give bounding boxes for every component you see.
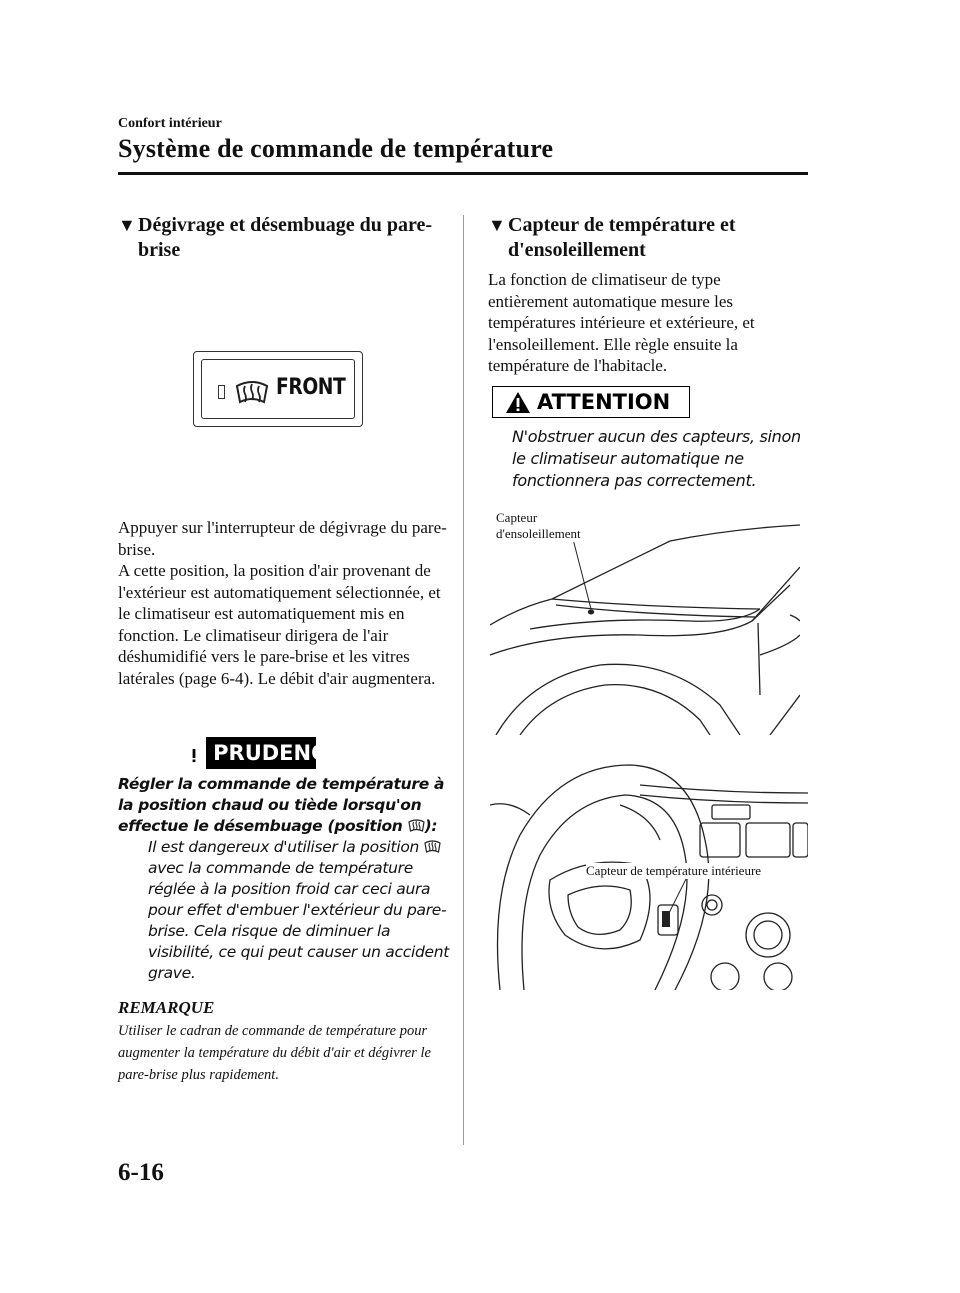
defrost-heading-text: Dégivrage et désembuage du pare-brise [138,214,433,261]
sensor-paragraph: La fonction de climatiseur de type entièrement automatique mesure les températures intérieure et extérieure, et l'ensoleillement. Elle règle ensuite la température de l'habitacle. [488,270,755,375]
attention-label: ATTENTION [537,390,671,414]
title-rule [118,172,808,175]
sensor-heading [488,213,808,263]
note-heading: REMARQUE [118,998,215,1017]
triangle-marker-icon: ▼ [118,215,136,235]
attention-banner [492,386,690,418]
cabin-temperature-sensor-label: Capteur de température intérieure [586,863,762,878]
caution-text: Régler la commande de température à la position chaud ou tiède lorsqu'on effectue le désembuage (position ): Il est dangereux d'utiliser la position avec la commande de température réglée à la position froid car ceci aura pour effet d'embuer l'extérieur du pare-brise. Cela risque de diminuer la visibilité, ce qui peut causer un accident grave. [118,775,450,982]
attention-text: N'obstruer aucun des capteurs, sinon le climatiseur automatique ne fonctionnera pas correctement. [512,427,801,490]
sunlight-sensor-label: Capteur d'ensoleillement [496,510,581,541]
defrost-heading [118,213,448,263]
caution-label: PRUDENCE [213,741,341,765]
inline-defrost-icon [408,818,425,832]
front-label: FRONT [276,375,346,400]
right-column [488,213,808,263]
triangle-marker-icon: ▼ [488,215,506,235]
column-divider [463,215,464,1145]
page-title: Système de commande de température [118,134,554,163]
indicator-light-icon [218,385,225,399]
sensor-heading-text: Capteur de température et d'ensoleillement [508,214,736,261]
warning-triangle-icon [505,391,531,414]
section-label: Confort intérieur [118,116,222,131]
warning-triangle-icon [181,742,207,765]
caution-banner [206,737,341,769]
defrost-paragraph: Appuyer sur l'interrupteur de dégivrage du pare-brise. A cette position, la position d'air provenant de l'extérieur est automatiquement sélectionnée, et le climatiseur est automatiquement mis en fonction. Le climatiseur dirigera de l'air déshumidifié vers le pare-brise et les vitres latérales (page 6-4). Le débit d'air augmentera. [118,518,447,688]
windshield-defrost-icon [234,376,270,406]
front-defroster-switch [193,351,363,427]
page-number: 6-16 [118,1159,164,1186]
left-column [118,213,448,263]
inline-defrost-icon [424,839,441,853]
note-text: Utiliser le cadran de commande de température pour augmenter la température du débit d'air et dégivrer le pare-brise plus rapidement. [118,1023,431,1083]
